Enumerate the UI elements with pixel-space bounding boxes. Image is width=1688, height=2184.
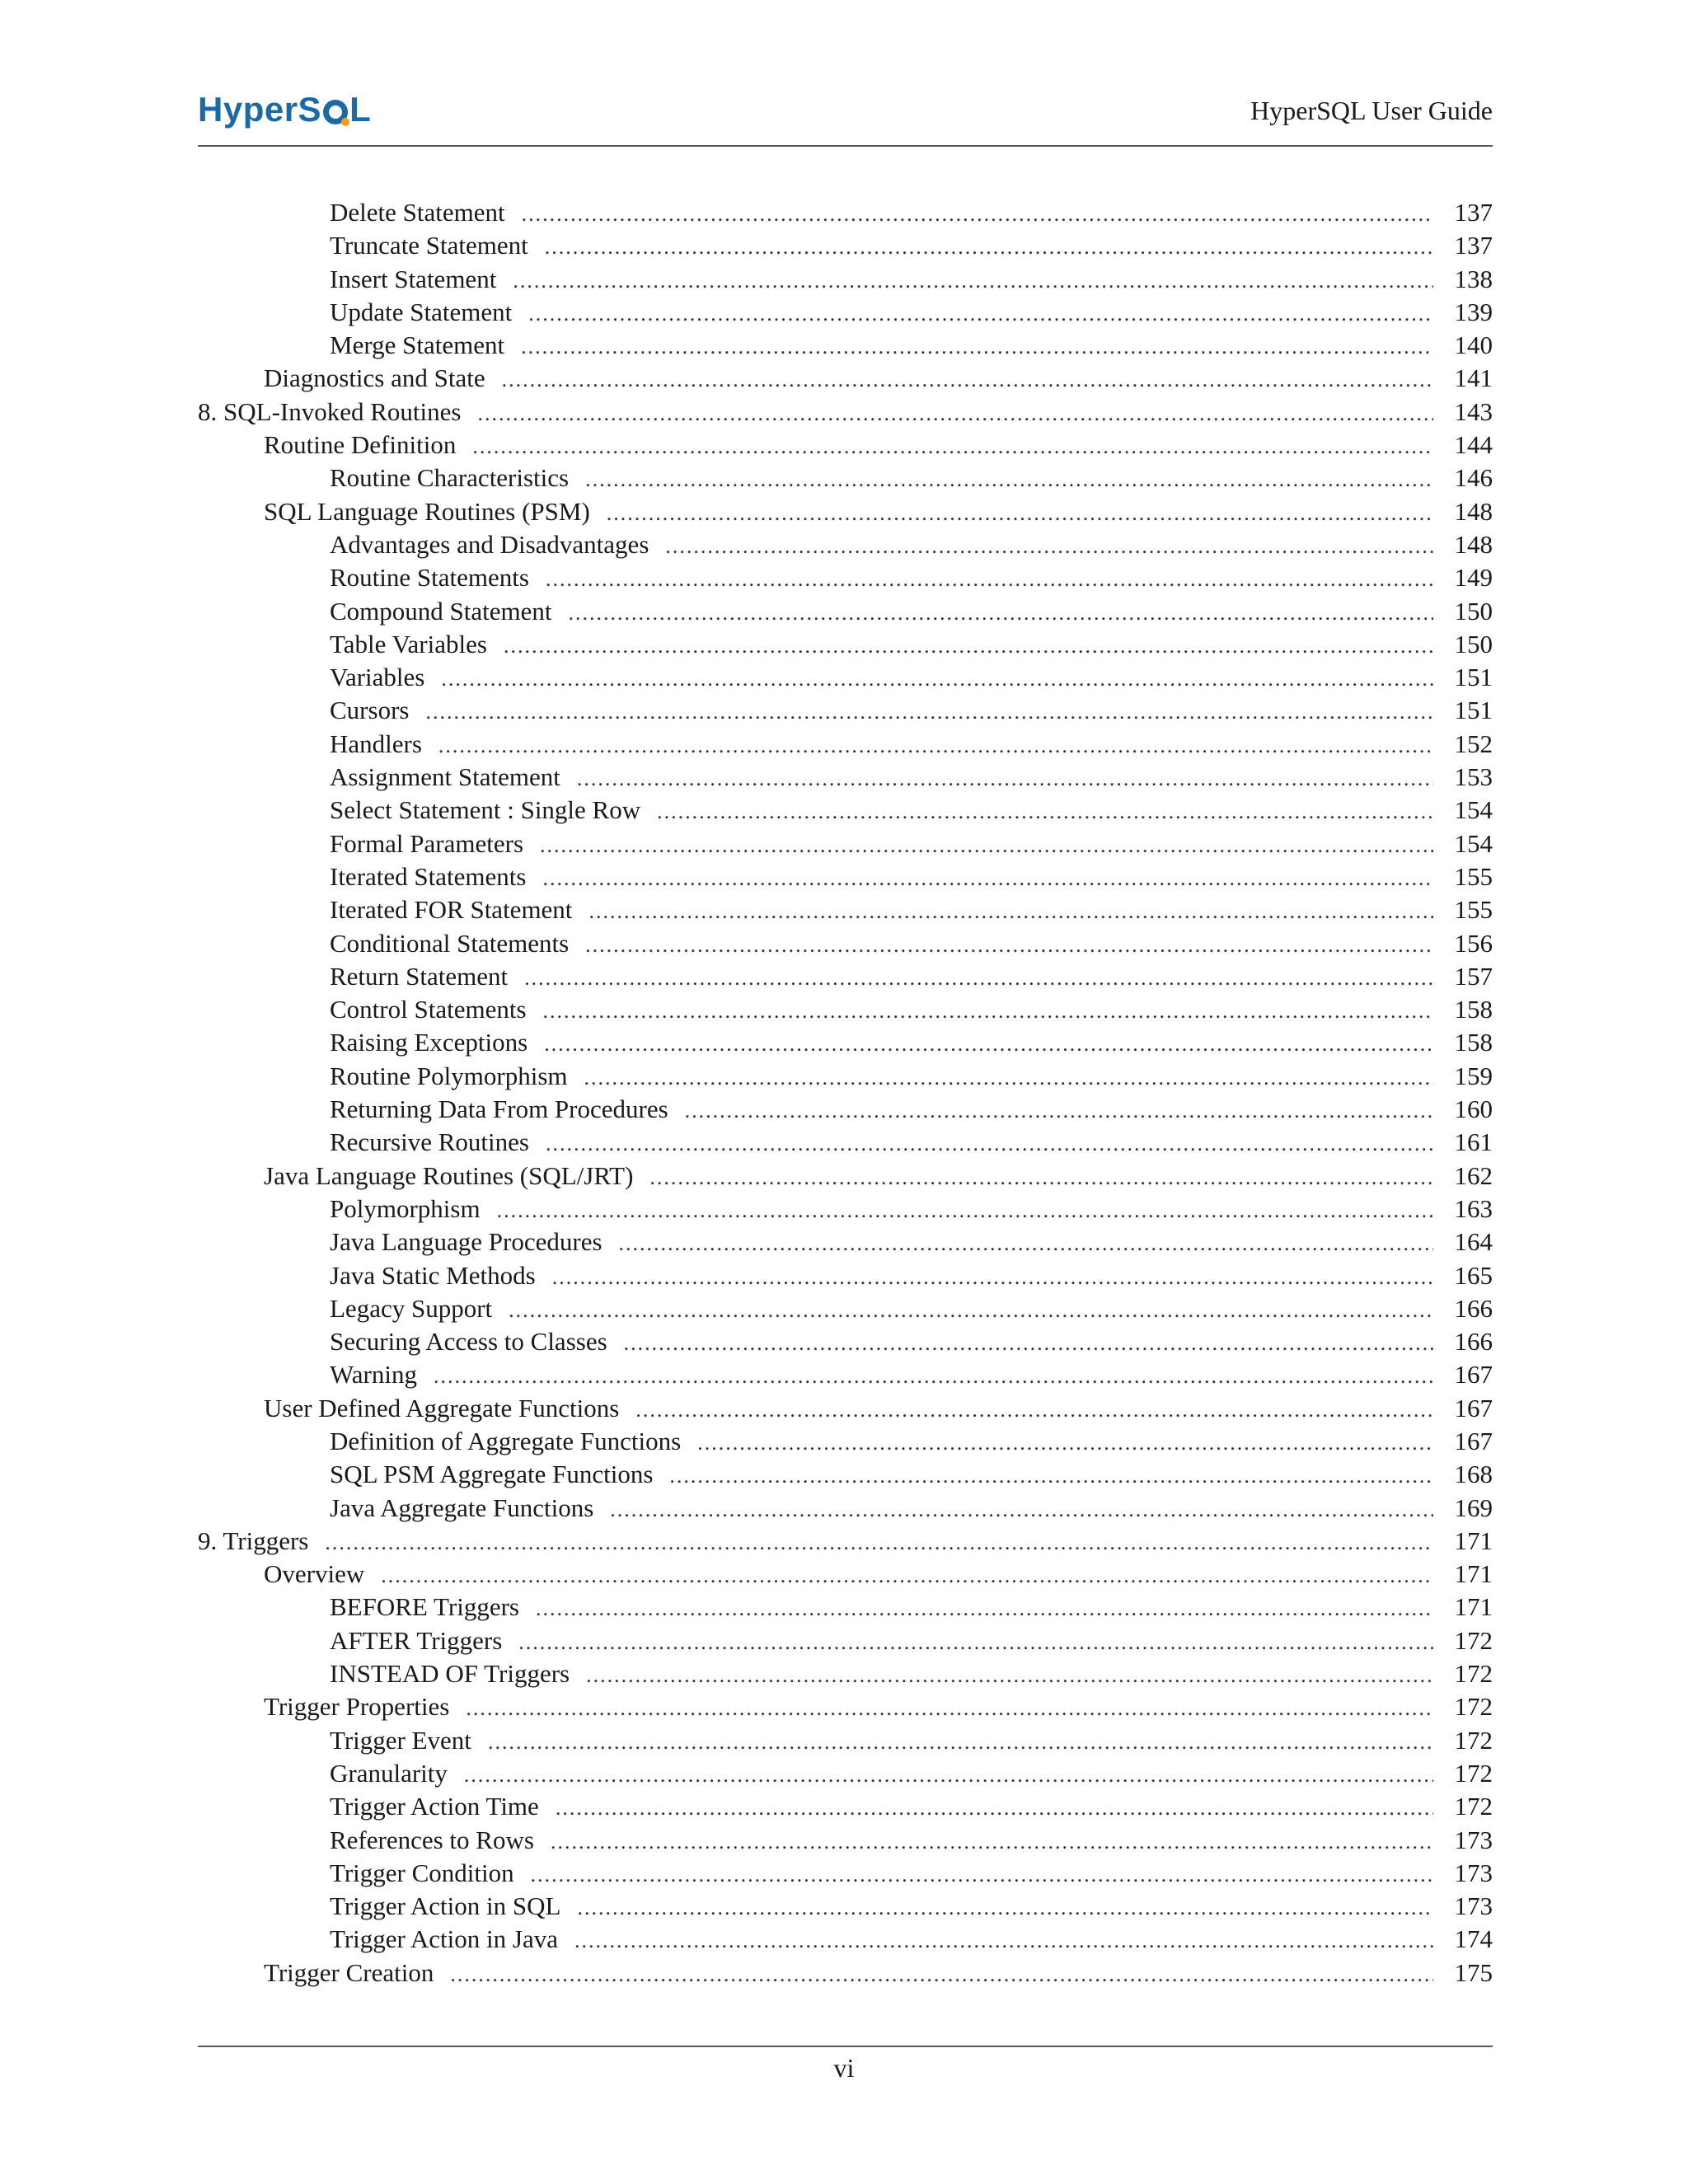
toc-entry-title[interactable]: Java Static Methods	[330, 1260, 536, 1290]
toc-dot-leader	[434, 1360, 1433, 1393]
toc-entry[interactable]	[198, 196, 1493, 229]
toc-entry-page[interactable]: 166	[1454, 1293, 1493, 1323]
toc-entry[interactable]	[198, 628, 1493, 661]
toc-entry-page[interactable]: 158	[1454, 995, 1493, 1024]
toc-entry-title[interactable]: BEFORE Triggers	[330, 1592, 519, 1622]
toc-entry-title[interactable]: Merge Statement	[330, 330, 505, 360]
toc-entry-title[interactable]: INSTEAD OF Triggers	[330, 1659, 570, 1689]
toc-entry-page[interactable]: 165	[1454, 1260, 1493, 1290]
toc-entry[interactable]	[198, 495, 1493, 528]
toc-dot-leader	[577, 762, 1433, 795]
toc-entry-title[interactable]: Routine Polymorphism	[330, 1061, 568, 1090]
toc-entry-title[interactable]: Routine Statements	[330, 563, 529, 593]
toc-dot-leader	[513, 265, 1433, 298]
toc-entry[interactable]	[198, 1591, 1493, 1624]
toc-entry[interactable]	[198, 661, 1493, 694]
toc-entry-page[interactable]: 152	[1454, 729, 1493, 758]
toc-entry[interactable]	[198, 860, 1493, 893]
table-of-contents	[198, 196, 1493, 1990]
toc-entry-title[interactable]: Warning	[330, 1360, 417, 1390]
toc-entry-page[interactable]: 159	[1454, 1061, 1493, 1090]
toc-entry[interactable]	[198, 960, 1493, 993]
toc-entry-page[interactable]: 173	[1454, 1858, 1493, 1887]
toc-entry[interactable]	[198, 229, 1493, 262]
toc-entry-title[interactable]: Table Variables	[330, 629, 487, 658]
toc-dot-leader	[497, 1194, 1433, 1227]
toc-dot-leader	[552, 1261, 1433, 1294]
toc-dot-leader	[524, 962, 1433, 995]
toc-entry-title[interactable]: Delete Statement	[330, 198, 505, 227]
toc-entry[interactable]	[198, 794, 1493, 827]
toc-entry-title[interactable]: Trigger Action Time	[330, 1792, 539, 1821]
logo-text-right: L	[349, 90, 372, 129]
toc-entry[interactable]	[198, 1624, 1493, 1657]
toc-entry-page[interactable]: 163	[1454, 1193, 1493, 1223]
toc-dot-leader	[619, 1227, 1433, 1260]
toc-entry-title[interactable]: Returning Data From Procedures	[330, 1094, 668, 1124]
toc-entry-page[interactable]: 172	[1454, 1625, 1493, 1655]
toc-dot-leader	[588, 895, 1433, 928]
toc-entry[interactable]	[198, 462, 1493, 494]
toc-entry-page[interactable]: 155	[1454, 861, 1493, 891]
toc-entry-page[interactable]: 164	[1454, 1227, 1493, 1257]
toc-entry-page[interactable]: 153	[1454, 762, 1493, 792]
toc-entry-page[interactable]: 148	[1454, 496, 1493, 526]
toc-entry-title[interactable]: Java Language Routines (SQL/JRT)	[264, 1160, 634, 1190]
toc-entry[interactable]	[198, 1259, 1493, 1292]
toc-entry[interactable]	[198, 296, 1493, 329]
toc-dot-leader	[585, 929, 1433, 962]
toc-entry-page[interactable]: 171	[1454, 1592, 1493, 1622]
toc-entry-page[interactable]: 171	[1454, 1559, 1493, 1589]
toc-entry[interactable]	[198, 263, 1493, 296]
toc-dot-leader	[697, 1427, 1433, 1460]
toc-entry-page[interactable]: 148	[1454, 529, 1493, 559]
toc-entry[interactable]	[198, 1923, 1493, 1956]
toc-entry-title[interactable]: Trigger Action in SQL	[330, 1891, 561, 1921]
toc-dot-leader	[574, 1924, 1433, 1957]
toc-dot-leader	[610, 1493, 1433, 1526]
toc-dot-leader	[536, 1592, 1433, 1625]
toc-entry[interactable]	[198, 396, 1493, 429]
toc-dot-leader	[624, 1327, 1433, 1360]
toc-entry[interactable]	[198, 761, 1493, 794]
toc-entry-page[interactable]: 138	[1454, 264, 1493, 293]
toc-entry-title[interactable]: Routine Characteristics	[330, 463, 570, 493]
toc-entry-page[interactable]: 161	[1454, 1127, 1493, 1157]
toc-entry-page[interactable]: 174	[1454, 1924, 1493, 1954]
toc-dot-leader	[584, 1062, 1434, 1094]
toc-entry-title[interactable]: Java Aggregate Functions	[330, 1493, 594, 1522]
toc-dot-leader	[569, 597, 1433, 630]
toc-entry-page[interactable]: 149	[1454, 563, 1493, 593]
toc-entry-page[interactable]: 150	[1454, 629, 1493, 658]
toc-entry-title[interactable]: Routine Definition	[264, 430, 457, 460]
toc-entry-page[interactable]: 150	[1454, 596, 1493, 626]
toc-entry-title[interactable]: Securing Access to Classes	[330, 1327, 607, 1357]
toc-entry-title[interactable]: Iterated Statements	[330, 861, 527, 891]
toc-dot-leader	[556, 1792, 1433, 1825]
toc-entry-title[interactable]: Raising Exceptions	[330, 1028, 528, 1057]
toc-entry-title[interactable]: Return Statement	[330, 961, 509, 991]
toc-entry-title[interactable]: Trigger Action in Java	[330, 1924, 558, 1954]
page-number: vi	[833, 2053, 855, 2083]
toc-entry[interactable]	[198, 1060, 1493, 1093]
toc-entry-page[interactable]: 172	[1454, 1659, 1493, 1689]
toc-entry[interactable]	[198, 1724, 1493, 1757]
toc-dot-leader	[450, 1958, 1433, 1991]
toc-entry-title[interactable]: Update Statement	[330, 297, 513, 326]
toc-entry-title[interactable]: Formal Parameters	[330, 828, 524, 858]
toc-entry-title[interactable]: 8. SQL-Invoked Routines	[198, 396, 462, 426]
toc-entry[interactable]	[198, 993, 1493, 1026]
toc-entry[interactable]	[198, 1525, 1493, 1558]
toc-entry-page[interactable]: 167	[1454, 1393, 1493, 1422]
toc-entry-page[interactable]: 173	[1454, 1825, 1493, 1854]
toc-entry[interactable]	[198, 1824, 1493, 1857]
toc-entry[interactable]	[198, 893, 1493, 926]
logo-text-left: HyperS	[198, 90, 322, 129]
toc-entry-page[interactable]: 166	[1454, 1327, 1493, 1357]
toc-entry-title[interactable]: 9. Triggers	[198, 1526, 309, 1555]
toc-entry[interactable]	[198, 1757, 1493, 1790]
toc-dot-leader	[521, 330, 1433, 363]
toc-entry-page[interactable]: 173	[1454, 1891, 1493, 1921]
toc-entry-page[interactable]: 162	[1454, 1160, 1493, 1190]
toc-entry-title[interactable]: Conditional Statements	[330, 928, 570, 958]
toc-entry-title[interactable]: Insert Statement	[330, 264, 497, 293]
hypersql-logo	[198, 92, 371, 127]
toc-entry[interactable]	[198, 1358, 1493, 1391]
toc-entry[interactable]	[198, 1790, 1493, 1823]
toc-entry-page[interactable]: 168	[1454, 1460, 1493, 1489]
toc-entry[interactable]	[198, 1690, 1493, 1723]
toc-entry[interactable]	[198, 1093, 1493, 1126]
toc-entry-page[interactable]: 175	[1454, 1957, 1493, 1987]
toc-entry[interactable]	[198, 1857, 1493, 1890]
toc-entry-page[interactable]: 160	[1454, 1094, 1493, 1124]
toc-dot-leader	[528, 298, 1433, 330]
toc-dot-leader	[586, 1659, 1433, 1692]
toc-dot-leader	[657, 795, 1433, 828]
toc-entry-page[interactable]: 171	[1454, 1526, 1493, 1555]
toc-entry[interactable]	[198, 528, 1493, 561]
toc-entry[interactable]	[198, 694, 1493, 727]
toc-entry-page[interactable]: 167	[1454, 1360, 1493, 1390]
toc-entry-title[interactable]: User Defined Aggregate Functions	[264, 1393, 620, 1422]
toc-entry[interactable]	[198, 1325, 1493, 1358]
toc-entry[interactable]	[198, 1458, 1493, 1491]
toc-entry-page[interactable]: 172	[1454, 1758, 1493, 1788]
toc-dot-leader	[540, 829, 1433, 862]
toc-entry-title[interactable]: Legacy Support	[330, 1293, 493, 1323]
toc-entry-page[interactable]: 167	[1454, 1426, 1493, 1455]
toc-entry-page[interactable]: 156	[1454, 928, 1493, 958]
toc-entry-title[interactable]: Polymorphism	[330, 1193, 481, 1223]
toc-entry-page[interactable]: 137	[1454, 231, 1493, 260]
toc-entry-title[interactable]: Trigger Event	[330, 1725, 471, 1755]
toc-dot-leader	[577, 1891, 1433, 1924]
toc-entry[interactable]	[198, 429, 1493, 462]
toc-dot-leader	[607, 497, 1433, 530]
toc-dot-leader	[518, 1626, 1433, 1659]
toc-entry-page[interactable]: 143	[1454, 396, 1493, 426]
toc-entry-title[interactable]: Trigger Condition	[330, 1858, 514, 1887]
toc-entry-title[interactable]: References to Rows	[330, 1825, 534, 1854]
toc-entry-page[interactable]: 172	[1454, 1792, 1493, 1821]
toc-entry-page[interactable]: 146	[1454, 463, 1493, 493]
toc-dot-leader	[464, 1759, 1433, 1792]
toc-entry[interactable]	[198, 1126, 1493, 1159]
toc-entry[interactable]	[198, 362, 1493, 395]
toc-entry[interactable]	[198, 1492, 1493, 1525]
toc-dot-leader	[325, 1526, 1433, 1559]
logo-magnifier-icon	[323, 100, 348, 124]
toc-entry-page[interactable]: 141	[1454, 363, 1493, 393]
toc-dot-leader	[585, 463, 1433, 496]
toc-entry-title[interactable]: Iterated FOR Statement	[330, 895, 573, 925]
footer-divider	[198, 2046, 1493, 2047]
toc-entry-title[interactable]: SQL Language Routines (PSM)	[264, 496, 590, 526]
toc-dot-leader	[522, 198, 1433, 231]
toc-entry-title[interactable]: Recursive Routines	[330, 1127, 529, 1157]
toc-dot-leader	[546, 1127, 1433, 1160]
toc-entry-page[interactable]: 172	[1454, 1725, 1493, 1755]
toc-entry-page[interactable]: 157	[1454, 961, 1493, 991]
toc-dot-leader	[438, 729, 1433, 762]
toc-entry-title[interactable]: Select Statement : Single Row	[330, 795, 641, 825]
toc-dot-leader	[635, 1394, 1433, 1427]
toc-dot-leader	[509, 1294, 1433, 1327]
toc-entry-title[interactable]: Variables	[330, 663, 425, 692]
toc-entry-page[interactable]: 151	[1454, 696, 1493, 725]
toc-entry[interactable]	[198, 595, 1493, 628]
toc-entry-page[interactable]: 158	[1454, 1028, 1493, 1057]
toc-entry-page[interactable]: 154	[1454, 795, 1493, 825]
toc-entry-title[interactable]: Diagnostics and State	[264, 363, 485, 393]
toc-dot-leader	[542, 862, 1433, 895]
toc-dot-leader	[381, 1559, 1433, 1592]
toc-entry-title[interactable]: Overview	[264, 1559, 365, 1589]
toc-entry[interactable]	[198, 1657, 1493, 1690]
toc-entry[interactable]	[198, 1957, 1493, 1990]
toc-entry-title[interactable]: Java Language Procedures	[330, 1227, 603, 1257]
toc-dot-leader	[665, 530, 1433, 563]
toc-entry-title[interactable]: Compound Statement	[330, 596, 552, 626]
toc-entry-page[interactable]: 172	[1454, 1692, 1493, 1722]
toc-entry-page[interactable]: 151	[1454, 663, 1493, 692]
toc-entry-title[interactable]: Handlers	[330, 729, 422, 758]
toc-entry-title[interactable]: SQL PSM Aggregate Functions	[330, 1460, 654, 1489]
toc-entry-page[interactable]: 169	[1454, 1493, 1493, 1522]
toc-entry[interactable]	[198, 561, 1493, 594]
toc-entry[interactable]	[198, 827, 1493, 860]
toc-entry[interactable]	[198, 728, 1493, 761]
toc-entry-page[interactable]: 155	[1454, 895, 1493, 925]
toc-entry-title[interactable]: Granularity	[330, 1758, 448, 1788]
toc-dot-leader	[477, 397, 1433, 430]
toc-dot-leader	[546, 563, 1433, 596]
toc-entry-title[interactable]: Trigger Creation	[264, 1957, 434, 1987]
toc-entry-page[interactable]: 139	[1454, 297, 1493, 326]
toc-entry-title[interactable]: Assignment Statement	[330, 762, 560, 792]
toc-dot-leader	[425, 696, 1433, 729]
toc-entry[interactable]	[198, 927, 1493, 960]
toc-entry-page[interactable]: 137	[1454, 198, 1493, 227]
toc-entry[interactable]	[198, 1226, 1493, 1258]
toc-entry-page[interactable]: 154	[1454, 828, 1493, 858]
toc-dot-leader	[466, 1692, 1433, 1725]
toc-dot-leader	[441, 663, 1433, 696]
toc-dot-leader	[488, 1726, 1433, 1759]
toc-entry-title[interactable]: Control Statements	[330, 995, 527, 1024]
toc-entry-title[interactable]: AFTER Triggers	[330, 1625, 503, 1655]
toc-entry[interactable]	[198, 1558, 1493, 1591]
toc-dot-leader	[543, 995, 1433, 1028]
toc-dot-leader	[472, 430, 1433, 463]
toc-entry-title[interactable]: Trigger Properties	[264, 1692, 450, 1722]
toc-entry-title[interactable]: Advantages and Disadvantages	[330, 529, 649, 559]
toc-dot-leader	[544, 1028, 1433, 1061]
toc-dot-leader	[531, 1858, 1433, 1891]
toc-dot-leader	[669, 1460, 1433, 1493]
toc-entry[interactable]	[198, 1425, 1493, 1458]
toc-dot-leader	[551, 1825, 1433, 1858]
toc-entry[interactable]	[198, 1890, 1493, 1923]
toc-entry[interactable]	[198, 329, 1493, 362]
toc-entry[interactable]	[198, 1160, 1493, 1193]
toc-dot-leader	[545, 231, 1433, 264]
toc-entry-title[interactable]: Definition of Aggregate Functions	[330, 1426, 682, 1455]
toc-dot-leader	[685, 1094, 1433, 1127]
toc-entry[interactable]	[198, 1292, 1493, 1325]
toc-dot-leader	[504, 630, 1433, 663]
toc-entry[interactable]	[198, 1026, 1493, 1059]
toc-dot-leader	[502, 363, 1433, 396]
toc-entry[interactable]	[198, 1392, 1493, 1425]
toc-entry-title[interactable]: Truncate Statement	[330, 231, 528, 260]
toc-entry-page[interactable]: 144	[1454, 430, 1493, 460]
toc-entry-title[interactable]: Cursors	[330, 696, 410, 725]
toc-entry-page[interactable]: 140	[1454, 330, 1493, 360]
toc-dot-leader	[649, 1161, 1433, 1194]
toc-entry[interactable]	[198, 1193, 1493, 1226]
document-title: HyperSQL User Guide	[1250, 96, 1493, 125]
header-divider	[198, 145, 1493, 147]
